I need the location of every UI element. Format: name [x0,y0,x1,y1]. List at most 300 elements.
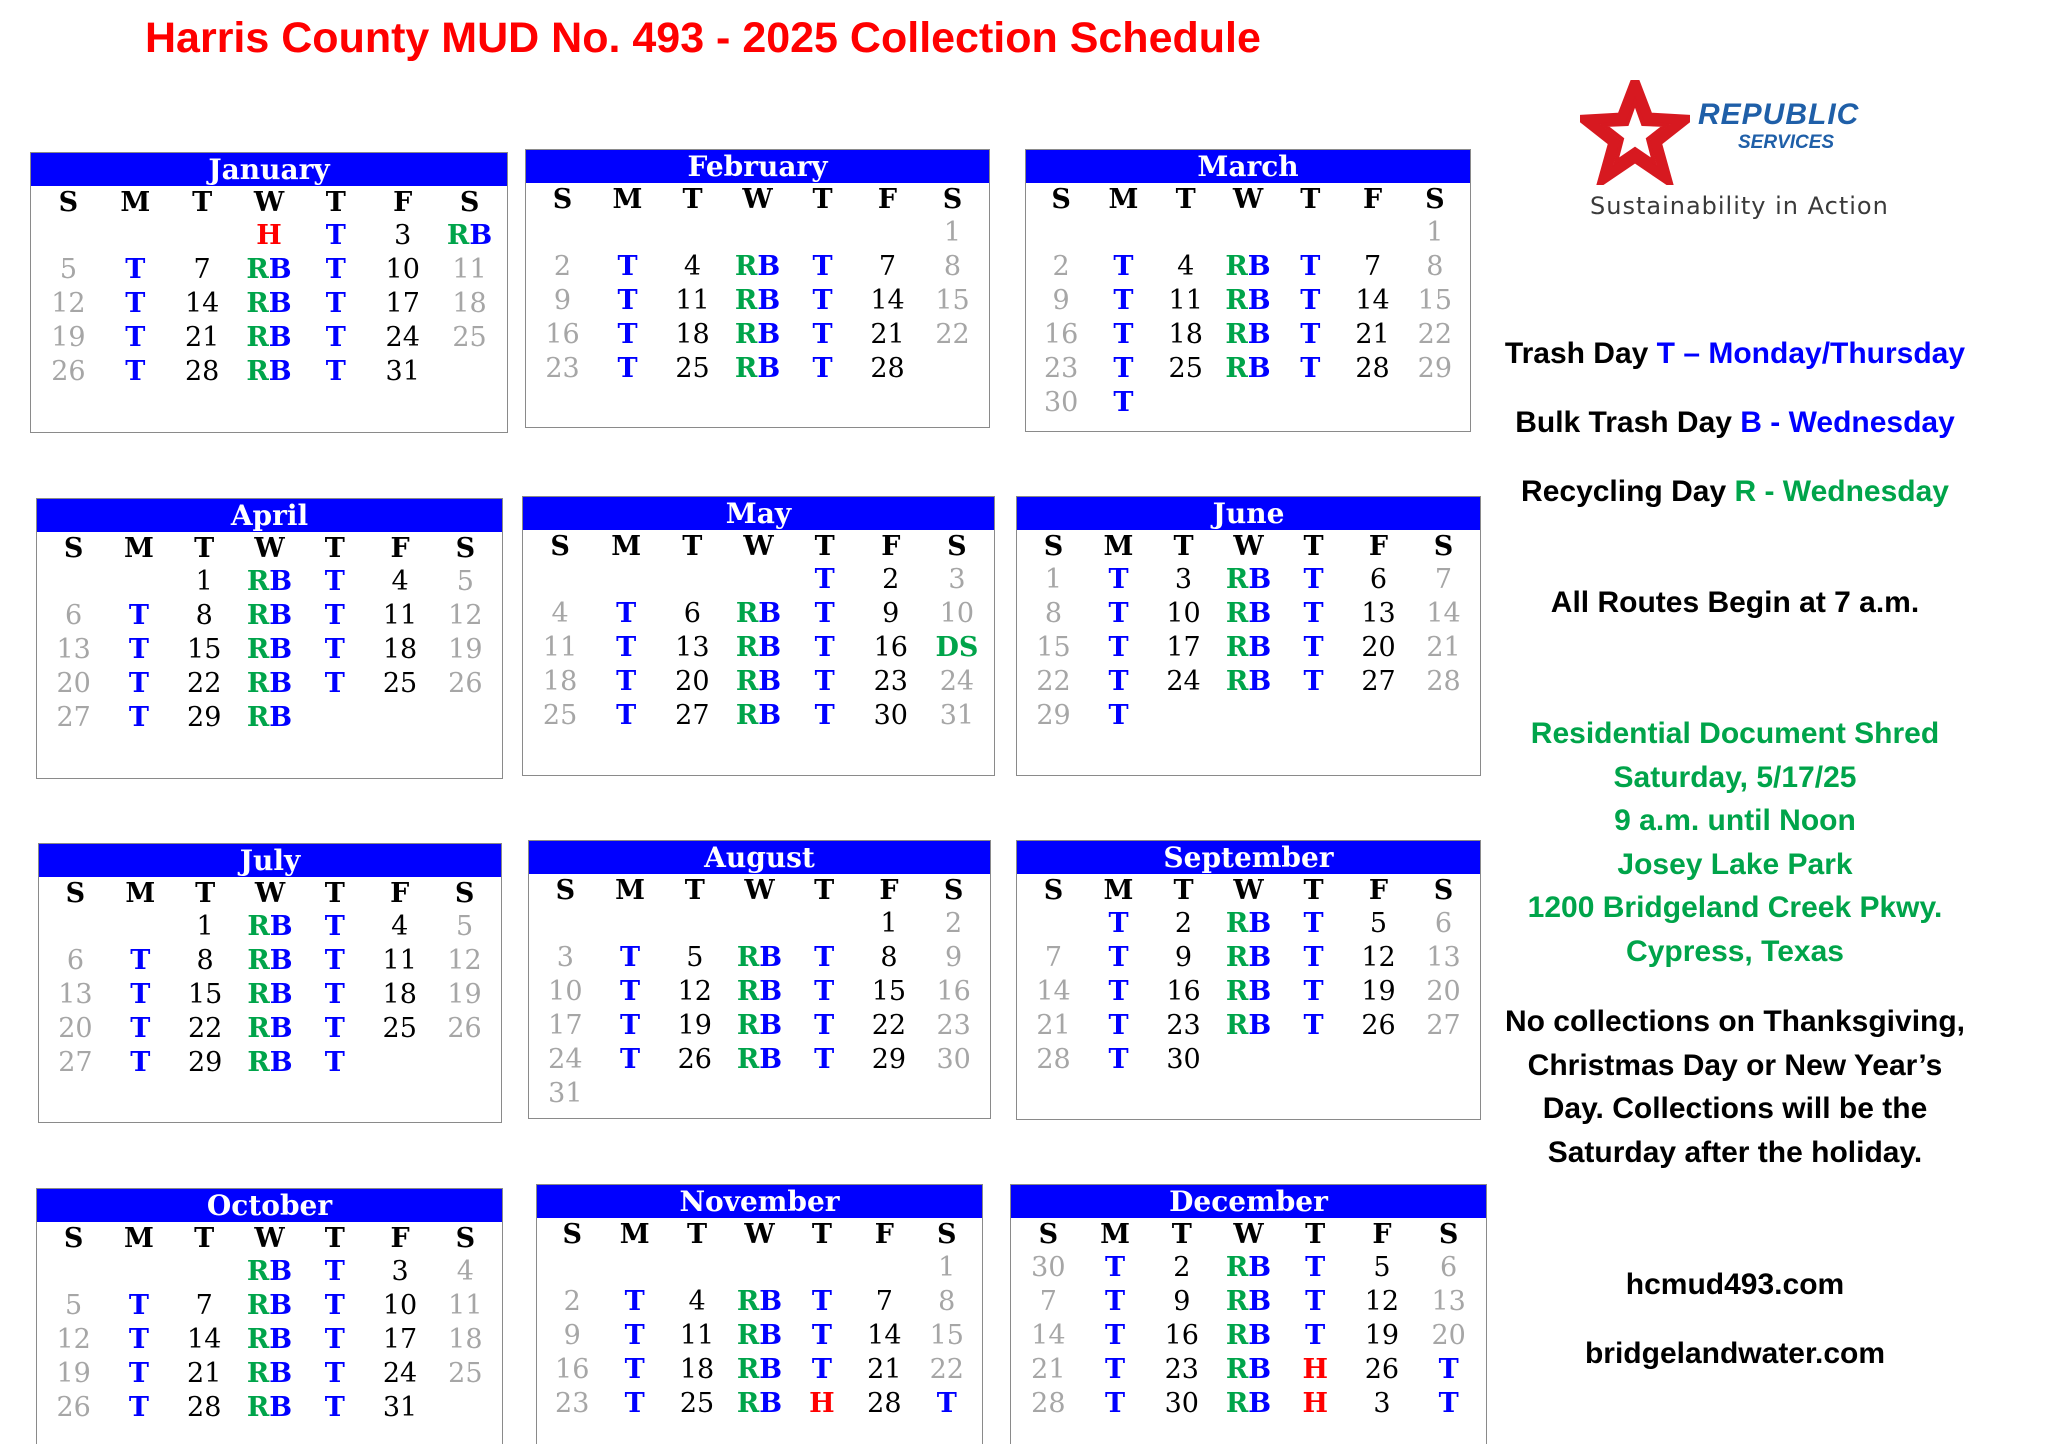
trash-day: T [1108,1044,1129,1075]
day-number: 13 [1431,1286,1466,1317]
month-days-grid [537,1218,982,1421]
day-number: 2 [945,908,963,939]
trash-day: T [1303,632,1324,663]
weekday-header: M [1103,531,1134,562]
day-number: 13 [1426,942,1461,973]
recycling-bulk-day: RB [735,700,782,731]
recycling-bulk-day: RB [1225,632,1272,663]
day-number: 5 [455,911,474,942]
day-number: 29 [1036,700,1071,731]
recycling-bulk-day: RB [734,353,781,384]
day-number: 29 [187,702,222,733]
day-number: 26 [56,1392,91,1423]
month-header: July [39,844,501,877]
recycling-bulk-day: RB [247,945,293,976]
weekday-header: M [123,1223,154,1254]
day-number: 14 [1036,976,1071,1007]
weekday-header: S [942,184,963,215]
weekday-header: S [562,1219,582,1250]
trash-day: T [1105,1354,1126,1385]
trash-day: T [1300,285,1321,316]
day-number: 17 [385,288,420,319]
empty-day [527,563,593,597]
empty-day [102,219,169,253]
empty-day [603,1251,665,1285]
weekday-header: T [1171,1219,1192,1250]
day-number: 18 [382,634,418,665]
trash-day: T [324,1047,345,1078]
day-number: 7 [875,1286,893,1317]
day-number: 12 [677,976,712,1007]
weekday-header: T [325,187,346,218]
trash-day: T [1105,1252,1126,1283]
day-number: 15 [187,634,222,665]
day-number: 5 [456,566,474,597]
day-number: 7 [193,254,211,285]
day-number: 13 [675,632,710,663]
trash-day: T [617,353,638,384]
weekday-header: T [684,875,705,906]
day-number: 13 [56,634,91,665]
recycling-bulk-day: RB [1225,976,1272,1007]
empty-day [1021,907,1086,941]
day-number: 25 [542,700,578,731]
month-may [522,496,995,776]
trash-day: T [812,353,833,384]
day-number: 6 [66,945,85,976]
trash-day: T [130,979,151,1010]
day-number: 10 [385,254,420,285]
trash-day: T [616,666,637,697]
day-number: 9 [553,285,572,316]
recycling-bulk-day: RB [736,1010,783,1041]
weekday-header: M [1103,875,1134,906]
day-number: 11 [542,632,578,663]
day-number: 14 [870,285,905,316]
logo-tagline: Sustainability in Action [1590,192,1889,220]
weekday-header: S [937,1219,957,1250]
day-number: 24 [382,1358,418,1389]
empty-day [662,907,727,941]
weekday-header: T [324,878,345,909]
trash-day: T [1305,1252,1326,1283]
day-number: 26 [447,1013,482,1044]
day-number: 30 [1164,1388,1199,1419]
day-number: 21 [1036,1010,1071,1041]
empty-day [727,1077,792,1111]
recycling-bulk-day: RB [1225,1252,1272,1283]
trash-day: T [324,911,345,942]
trash-day: T [324,1324,345,1355]
empty-day [541,1251,603,1285]
day-number: 18 [679,1354,715,1385]
trash-day: T [1108,976,1129,1007]
day-number: 30 [936,1044,971,1075]
legend-bulk-label: Bulk Trash Day [1515,406,1741,439]
weekday-header: F [1368,531,1389,562]
day-number: 7 [1044,942,1063,973]
weekday-header: S [455,1223,476,1254]
empty-day [432,1046,497,1080]
weekday-header: T [811,1219,832,1250]
empty-day [41,565,106,599]
day-number: 11 [382,600,418,631]
empty-day [169,219,236,253]
day-number: 7 [878,251,897,282]
day-number: 4 [688,1286,706,1317]
trash-day: T [620,942,641,973]
day-number: 5 [1369,908,1388,939]
trash-day: T [325,356,346,387]
day-number: 21 [1031,1354,1066,1385]
trash-day: T [1438,1388,1459,1419]
month-header: February [526,150,989,183]
weekday-header: F [877,184,898,215]
trash-day: T [812,285,833,316]
weekday-header: W [253,187,285,218]
day-number: 27 [56,702,91,733]
notice-line: Christmas Day or New Year’s [1527,1048,1943,1082]
weekday-header: T [194,533,215,564]
trash-day: T [1108,598,1129,629]
trash-day: T [1113,353,1134,384]
trash-day: T [1305,1286,1326,1317]
weekday-header: M [1108,184,1139,215]
weekday-header: T [324,533,345,564]
month-header: November [537,1185,982,1218]
recycling-bulk-day: RB [735,632,782,663]
day-number: 26 [1364,1354,1400,1385]
day-number: 10 [1166,598,1201,629]
day-number: 11 [448,1290,483,1321]
day-number: 18 [382,979,417,1010]
day-number: 24 [385,322,420,353]
empty-day [1341,216,1403,250]
day-number: 17 [1166,632,1201,663]
day-number: 8 [943,251,962,282]
weekday-header: M [125,878,156,909]
recycling-bulk-day: RB [246,566,293,597]
recycling-bulk-day: RB [736,1320,783,1351]
empty-day [790,216,855,250]
recycling-bulk-day: RB [734,319,781,350]
trash-day: T [128,1358,149,1389]
day-number: 10 [939,598,975,629]
legend-bulk [1475,406,1995,440]
day-number: 20 [1431,1320,1466,1351]
month-days-grid [37,1222,502,1425]
trash-day: T [1105,1388,1126,1419]
day-number: 25 [382,1013,417,1044]
trash-day: T [1108,700,1129,731]
day-number: 19 [447,979,482,1010]
trash-day: T [324,945,345,976]
day-number: 22 [187,668,222,699]
day-number: 13 [58,979,93,1010]
website-link-bridgeland[interactable]: bridgelandwater.com [1584,1337,1886,1370]
day-number: 27 [1361,666,1396,697]
empty-day [1030,216,1092,250]
website-link-hcmud[interactable]: hcmud493.com [1625,1268,1845,1301]
day-number: 1 [880,908,898,939]
empty-day [1155,386,1217,420]
day-number: 23 [1164,1354,1199,1385]
month-header: August [529,841,990,874]
recycling-bulk-day: RB [736,1388,783,1419]
trash-day: T [620,1010,641,1041]
empty-day [725,216,790,250]
trash-day: T [130,945,151,976]
legend-trash-days: – Monday/Thursday [1675,337,1966,370]
day-number: 15 [1417,285,1453,316]
weekday-header: F [390,878,410,909]
day-number: 23 [936,1010,971,1041]
day-number: 16 [1166,976,1201,1007]
empty-day [1411,699,1476,733]
weekday-header: F [390,1223,410,1254]
day-number: 23 [1166,1010,1201,1041]
recycling-bulk-day: RB [1225,564,1272,595]
recycling-bulk-day: RB [246,356,292,387]
legend-recycling [1475,475,1995,509]
weekday-header: T [687,1219,708,1250]
trash-day: T [130,1047,151,1078]
trash-day: T [325,288,346,319]
empty-day [1346,699,1411,733]
empty-day [1411,1043,1476,1077]
weekday-header: S [455,533,476,564]
day-number: 30 [873,700,908,731]
day-number: 14 [1355,285,1390,316]
trash-day: T [128,600,149,631]
day-number: 4 [391,911,409,942]
recycling-bulk-day: RB [1225,285,1271,316]
day-number: 10 [548,976,583,1007]
notice-line: Saturday after the holiday. [1547,1135,1923,1169]
trash-day: T [1303,666,1324,697]
recycling-bulk-day: RB [246,1392,293,1423]
month-header: January [31,153,507,186]
day-number: 24 [939,666,975,697]
recycling-bulk-day: RB [736,1354,783,1385]
empty-day [593,563,659,597]
trash-day: T [1438,1354,1459,1385]
month-days-grid [31,186,507,389]
weekday-header: T [1305,1219,1326,1250]
weekday-header: F [874,1219,894,1250]
trash-day: T [324,668,345,699]
day-number: 14 [184,288,220,319]
recycling-bulk-day: RB [736,942,783,973]
legend-recycling-label: Recycling Day [1521,475,1735,508]
empty-day [920,352,985,386]
weekday-header: T [1300,184,1321,215]
trash-day: T [624,1320,645,1351]
empty-day [1151,699,1216,733]
day-number: 6 [1369,564,1388,595]
empty-day [666,1251,728,1285]
day-number: 19 [51,322,86,353]
republic-star-icon [1580,80,1690,185]
day-number: 14 [1426,598,1461,629]
empty-day [1092,216,1154,250]
day-number: 11 [675,285,710,316]
trash-day: T [1300,353,1321,384]
recycling-bulk-day: RB [1225,251,1271,282]
weekday-header: S [1051,184,1071,215]
month-days-grid [523,530,994,733]
weekday-header: T [192,187,213,218]
day-number: 11 [679,1320,715,1351]
month-november [536,1184,983,1444]
day-number: 4 [551,598,569,629]
day-number: 6 [1440,1252,1458,1283]
trash-day: T [128,1290,149,1321]
day-number: 12 [56,1324,91,1355]
trash-day: T [1108,908,1129,939]
month-days-grid [526,183,989,386]
day-number: 26 [677,1044,712,1075]
weekday-header: W [744,875,775,906]
month-june [1016,496,1481,776]
weekday-header: S [65,878,86,909]
empty-day [1341,386,1403,420]
day-number: 19 [1364,1320,1400,1351]
weekday-header: M [1100,1219,1130,1250]
weekday-header: S [1043,875,1064,906]
day-number: 25 [452,322,487,353]
day-number: 1 [938,1252,956,1283]
month-days-grid [1011,1218,1486,1421]
day-number: 28 [1355,353,1390,384]
weekday-header: S [552,184,573,215]
recycling-bulk-day: RB [1225,908,1272,939]
trash-day: T [814,666,835,697]
day-number: 20 [58,1013,93,1044]
weekday-header: W [254,878,286,909]
trash-day: T [624,1286,645,1317]
trash-day: T [814,976,835,1007]
trash-day: T [125,254,146,285]
weekday-header: T [1173,875,1194,906]
weekday-header: S [947,531,967,562]
weekday-header: T [1303,531,1324,562]
trash-day: T [125,322,146,353]
day-number: 3 [948,564,966,595]
trash-day: T [624,1388,645,1419]
weekday-header: S [1433,875,1454,906]
day-number: 5 [59,254,78,285]
month-header: April [37,499,502,532]
day-number: 28 [184,356,220,387]
day-number: 4 [456,1256,474,1287]
weekday-header: W [1233,531,1264,562]
legend-bulk-day: B - Wednesday [1740,406,1955,439]
empty-day [921,1077,986,1111]
day-number: 3 [556,942,574,973]
weekday-header: T [324,1223,345,1254]
empty-day [1279,216,1341,250]
trash-day: T [128,1392,149,1423]
trash-day: T [1108,666,1129,697]
recycling-bulk-day: RB [246,634,293,665]
empty-day [1404,386,1466,420]
day-number: 23 [1043,353,1079,384]
month-days-grid [1017,874,1480,1077]
day-number: 29 [1417,353,1453,384]
day-number: 5 [65,1290,83,1321]
month-february [525,149,990,428]
weekday-header: M [619,1219,650,1250]
day-number: 3 [391,1256,409,1287]
day-number: 5 [686,942,704,973]
day-number: 19 [56,1358,91,1389]
recycling-bulk-day: RB [1225,598,1272,629]
day-number: 16 [1164,1320,1199,1351]
day-number: 30 [1043,387,1079,418]
day-number: 21 [187,1358,222,1389]
trash-day: T [128,1324,149,1355]
weekday-header: M [612,184,643,215]
day-number: 10 [382,1290,418,1321]
trash-day: T [1105,1320,1126,1351]
trash-day: T [616,632,637,663]
weekday-header: F [390,533,410,564]
trash-day: T [617,319,638,350]
recycling-bulk-day: RB [1225,1388,1272,1419]
day-number: 25 [679,1388,715,1419]
weekday-header: M [120,187,151,218]
holiday-day: H [1302,1388,1328,1419]
month-header: June [1017,497,1480,530]
legend-routes: All Routes Begin at 7 a.m. [1550,586,1920,619]
trash-day: T [811,1354,832,1385]
day-number: 14 [867,1320,902,1351]
trash-day: T [616,598,637,629]
recycling-bulk-day: RB [1225,666,1272,697]
trash-day: T [1113,251,1134,282]
empty-day [595,216,660,250]
day-number: 20 [56,668,91,699]
trash-day: T [125,288,146,319]
trash-day: T [811,1286,832,1317]
day-number: 15 [187,979,223,1010]
month-january [30,152,508,433]
day-number: 21 [1426,632,1461,663]
day-number: 21 [184,322,220,353]
recycling-bulk-day: RB [246,1358,293,1389]
month-december [1010,1184,1487,1444]
month-april [36,498,503,779]
day-number: 22 [929,1354,964,1385]
day-number: 8 [1426,251,1444,282]
month-days-grid [39,877,501,1080]
day-number: 19 [1361,976,1396,1007]
day-number: 27 [1426,1010,1461,1041]
empty-day [1216,1043,1281,1077]
day-number: 24 [1166,666,1201,697]
empty-day [791,1251,853,1285]
day-number: 3 [394,220,412,251]
empty-day [1217,386,1279,420]
trash-day: T [324,1013,345,1044]
weekday-header: F [881,531,901,562]
empty-day [43,910,108,944]
recycling-bulk-day: RB [446,220,493,251]
day-number: 8 [196,945,214,976]
weekday-header: S [63,533,84,564]
day-number: 23 [555,1388,590,1419]
